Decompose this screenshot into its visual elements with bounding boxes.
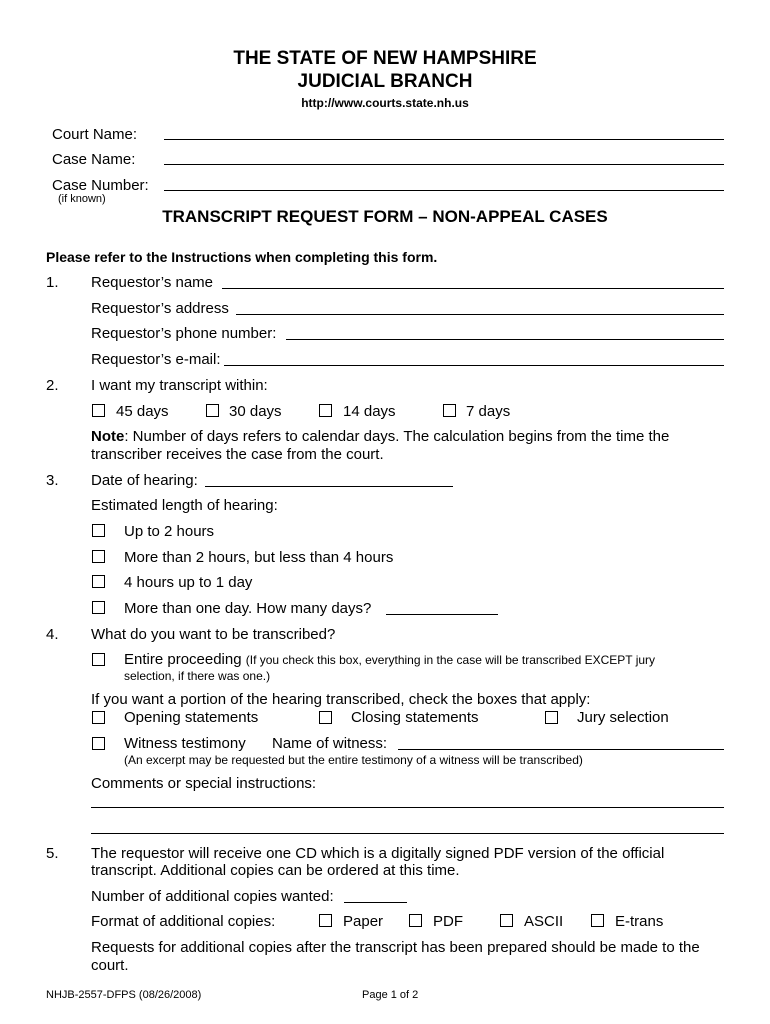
checkbox-45-days[interactable] (92, 404, 105, 417)
cd-text-line-1: The requestor will receive one CD which is a digitally signed PDF version of the official (91, 845, 665, 862)
after-copies-line-1: Requests for additional copies after the transcript has been prepared should be made to the (91, 939, 700, 956)
transcribe-prompt: What do you want to be transcribed? (91, 626, 336, 643)
checkbox-14-days[interactable] (319, 404, 332, 417)
form-title: TRANSCRIPT REQUEST FORM – NON-APPEAL CASES (162, 207, 608, 226)
requestor-phone-field[interactable] (286, 339, 724, 340)
format-label: Format of additional copies: (91, 913, 276, 930)
format-paper-label: Paper (343, 913, 384, 930)
section-4-number: 4. (46, 626, 59, 643)
page-number: Page 1 of 2 (362, 989, 419, 1001)
requestor-address-field[interactable] (236, 314, 724, 315)
entire-proceeding-label: Entire proceeding (124, 651, 242, 668)
option-more-than-one-day: More than one day. How many days? (124, 600, 372, 617)
checkbox-jury-selection[interactable] (545, 711, 558, 724)
days-note (91, 428, 691, 464)
format-etrans-label: E-trans (615, 913, 664, 930)
section-1-number: 1. (46, 274, 59, 291)
header-branch: JUDICIAL BRANCH (297, 71, 473, 92)
requestor-name-label: Requestor’s name (91, 274, 214, 291)
requestor-email-field[interactable] (224, 365, 724, 366)
after-copies-line-2: court. (91, 957, 129, 974)
section-3-number: 3. (46, 472, 59, 489)
checkbox-format-paper[interactable] (319, 914, 332, 927)
option-4-hours-to-1-day: 4 hours up to 1 day (124, 574, 253, 591)
format-ascii-label: ASCII (524, 913, 564, 930)
checkbox-witness-testimony[interactable] (92, 737, 105, 750)
checkbox-more-than-one-day[interactable] (92, 601, 105, 614)
section-2-number: 2. (46, 377, 59, 394)
hearing-date-field[interactable] (205, 486, 453, 487)
cd-text-line-2: transcript. Additional copies can be ordered at this time. (91, 862, 460, 879)
comments-line-2[interactable] (91, 833, 724, 834)
requestor-name-field[interactable] (222, 288, 724, 289)
court-name-field[interactable] (164, 139, 724, 140)
case-number-field[interactable] (164, 190, 724, 191)
case-name-label: Case Name: (52, 151, 136, 168)
additional-copies-label: Number of additional copies wanted: (91, 888, 334, 905)
checkbox-format-pdf[interactable] (409, 914, 422, 927)
excerpt-note: (An excerpt may be requested but the entire testimony of a witness will be transcribed) (124, 753, 583, 767)
format-pdf-label: PDF (433, 913, 463, 930)
header-url[interactable]: http://www.courts.state.nh.us (301, 96, 469, 110)
requestor-phone-label: Requestor’s phone number: (91, 325, 277, 342)
hearing-date-label: Date of hearing: (91, 472, 198, 489)
witness-testimony-label: Witness testimony (124, 735, 246, 752)
checkbox-30-days[interactable] (206, 404, 219, 417)
checkbox-format-etrans[interactable] (591, 914, 604, 927)
opening-statements-label: Opening statements (124, 709, 259, 726)
how-many-days-field[interactable] (386, 614, 498, 615)
note-text: : Number of days refers to calendar days. The calculation begins from the time the transcriber receives the case from the court. (91, 428, 670, 463)
witness-name-field[interactable] (398, 749, 724, 750)
form-id: NHJB-2557-DFPS (08/26/2008) (46, 989, 202, 1001)
instructions-text: Please refer to the Instructions when completing this form. (46, 249, 438, 265)
option-45-days: 45 days (116, 403, 169, 420)
checkbox-closing-statements[interactable] (319, 711, 332, 724)
section-5-number: 5. (46, 845, 59, 862)
if-known-note: (if known) (58, 193, 106, 205)
note-label: Note (91, 428, 125, 445)
transcript-within-label: I want my transcript within: (91, 377, 268, 394)
checkbox-4-hours-to-1-day[interactable] (92, 575, 105, 588)
entire-proceeding-note: (If you check this box, everything in the case will be transcribed EXCEPT jury (245, 653, 656, 667)
closing-statements-label: Closing statements (351, 709, 479, 726)
case-number-label: Case Number: (52, 177, 149, 194)
option-30-days: 30 days (229, 403, 282, 420)
comments-label: Comments or special instructions: (91, 775, 317, 792)
header-state: THE STATE OF NEW HAMPSHIRE (233, 48, 537, 69)
entire-proceeding-note-cont: selection, if there was one.) (124, 669, 271, 683)
checkbox-entire-proceeding[interactable] (92, 653, 105, 666)
additional-copies-field[interactable] (344, 902, 407, 903)
requestor-address-label: Requestor’s address (91, 300, 229, 317)
case-name-field[interactable] (164, 164, 724, 165)
checkbox-format-ascii[interactable] (500, 914, 513, 927)
checkbox-7-days[interactable] (443, 404, 456, 417)
portion-prompt: If you want a portion of the hearing transcribed, check the boxes that apply: (91, 691, 591, 708)
jury-selection-label: Jury selection (577, 709, 669, 726)
entire-proceeding-row (124, 651, 655, 668)
option-up-to-2-hours: Up to 2 hours (124, 523, 215, 540)
checkbox-opening-statements[interactable] (92, 711, 105, 724)
option-7-days: 7 days (466, 403, 511, 420)
option-14-days: 14 days (343, 403, 396, 420)
witness-name-label: Name of witness: (272, 735, 388, 752)
court-name-label: Court Name: (52, 126, 138, 143)
requestor-email-label: Requestor’s e-mail: (91, 351, 221, 368)
comments-line-1[interactable] (91, 807, 724, 808)
checkbox-up-to-2-hours[interactable] (92, 524, 105, 537)
hearing-length-label: Estimated length of hearing: (91, 497, 278, 514)
checkbox-2-to-4-hours[interactable] (92, 550, 105, 563)
option-2-to-4-hours: More than 2 hours, but less than 4 hours (124, 549, 394, 566)
